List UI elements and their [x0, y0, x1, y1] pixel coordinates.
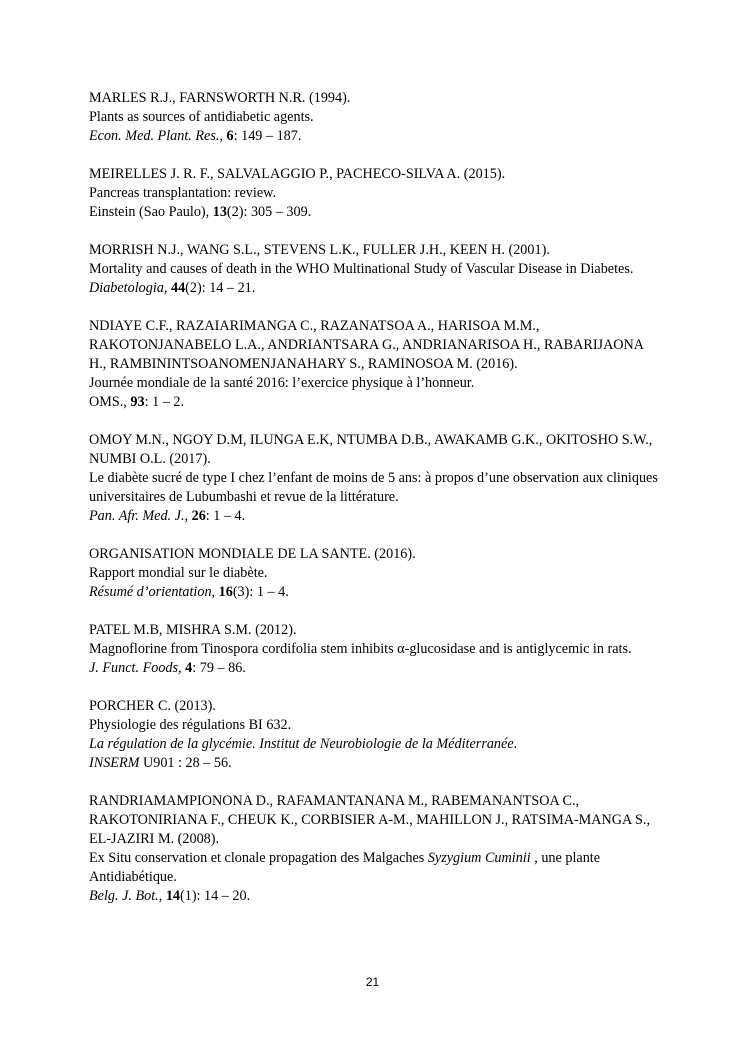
reference-source	[89, 279, 659, 298]
journal-volume: 44	[170, 280, 186, 296]
journal-separator: ,	[158, 888, 166, 904]
journal-volume: 14	[165, 888, 181, 904]
reference-title: Plants as sources of antidiabetic agents.	[89, 109, 314, 125]
reference-entry	[89, 317, 659, 412]
reference-list	[89, 89, 659, 925]
reference-entry	[89, 165, 659, 222]
reference-title: Journée mondiale de la santé 2016: l’exercice physique à l’honneur.	[89, 375, 475, 391]
journal-volume: 6	[226, 128, 234, 144]
reference-entry	[89, 697, 659, 773]
reference-authors: PATEL M.B, MISHRA S.M. (2012).	[89, 622, 297, 638]
journal-name: Résumé d’orientation,	[89, 584, 216, 600]
journal-pages: : 1 – 2.	[144, 394, 185, 410]
journal-pages: : 149 – 187.	[233, 128, 302, 144]
journal-volume: 4	[185, 660, 193, 676]
reference-title: Rapport mondial sur le diabète.	[89, 565, 268, 581]
reference-source	[89, 127, 659, 146]
reference-source	[89, 659, 659, 678]
reference-title: Physiologie des régulations BI 632.	[89, 717, 292, 733]
journal-name: Einstein (Sao Paulo),	[89, 204, 213, 220]
reference-authors: RANDRIAMAMPIONONA D., RAFAMANTANANA M., RABEMANANTSOA C., RAKOTONIRIANA F., CHEUK K., CORBISIER A-M., MAHILLON J., RATSIMA-MANGA S., EL-JAZIRI M. (2008).	[89, 793, 651, 847]
journal-volume: 26	[191, 508, 206, 524]
journal-name: Belg. J. Bot.	[89, 888, 159, 904]
reference-entry	[89, 621, 659, 678]
reference-title: Le diabète sucré de type I chez l’enfant de moins de 5 ans: à propos d’une observation aux cliniques universitaires de Lubumbashi et revue de la littérature.	[89, 470, 658, 505]
reference-source	[89, 583, 659, 602]
reference-entry	[89, 545, 659, 602]
journal-pages: (2): 14 – 21.	[185, 280, 256, 296]
reference-authors: NDIAYE C.F., RAZAIARIMANGA C., RAZANATSOA A., HARISOA M.M., RAKOTONJANABELO L.A., ANDRIANTSARA G., ANDRIANARISOA H., RABARIJAONA H., RAMBININTSOANOMENJANAHARY S., RAMINOSOA M. (2016).	[89, 318, 644, 372]
reference-entry	[89, 792, 659, 906]
journal-name: OMS.,	[89, 394, 131, 410]
reference-title: Magnoflorine from Tinospora cordifolia stem inhibits α-glucosidase and is antiglycemic in rats.	[89, 641, 632, 657]
journal-volume: 13	[212, 204, 227, 220]
journal-pages: (1): 14 – 20.	[180, 888, 251, 904]
reference-authors: MEIRELLES J. R. F., SALVALAGGIO P., PACHECO-SILVA A. (2015).	[89, 166, 506, 182]
reference-authors: OMOY M.N., NGOY D.M, ILUNGA E.K, NTUMBA D.B., AWAKAMB G.K., OKITOSHO S.W., NUMBI O.L. (2017).	[89, 432, 653, 467]
journal-volume: 93	[130, 394, 145, 410]
reference-authors: ORGANISATION MONDIALE DE LA SANTE. (2016).	[89, 546, 416, 562]
reference-title-start: Ex Situ conservation et clonale propagation des Malgaches	[89, 850, 428, 866]
reference-title-end: , une plante Antidiabétique.	[89, 850, 601, 885]
reference-source	[89, 887, 659, 906]
journal-name: INSERM	[89, 755, 140, 771]
page-number: 21	[365, 975, 380, 989]
reference-entry	[89, 89, 659, 146]
reference-authors: PORCHER C. (2013).	[89, 698, 216, 714]
reference-authors: MORRISH N.J., WANG S.L., STEVENS L.K., FULLER J.H., KEEN H. (2001).	[89, 242, 550, 258]
journal-pages: U901 : 28 – 56.	[139, 755, 232, 771]
reference-source	[89, 203, 659, 222]
journal-pages: (2): 305 – 309.	[226, 204, 312, 220]
reference-source	[89, 393, 659, 412]
journal-pages: : 1 – 4.	[205, 508, 246, 524]
journal-volume: 16	[218, 584, 233, 600]
reference-title: Mortality and causes of death in the WHO Multinational Study of Vascular Disease in Diabetes.	[89, 261, 634, 277]
journal-name: Pan. Afr. Med. J.,	[89, 508, 189, 524]
reference-entry	[89, 431, 659, 526]
species-name: Syzygium Cuminii	[427, 850, 531, 866]
journal-name: Econ. Med. Plant. Res.,	[89, 128, 223, 144]
reference-authors: MARLES R.J., FARNSWORTH N.R. (1994).	[89, 90, 351, 106]
journal-name: J. Funct. Foods	[89, 660, 179, 676]
reference-subtitle-end: .	[513, 736, 518, 752]
reference-source	[89, 507, 659, 526]
reference-subtitle-italic: La régulation de la glycémie. Institut de Neurobiologie de la Méditerranée	[89, 736, 514, 752]
journal-pages: (3): 1 – 4.	[232, 584, 289, 600]
reference-title: Pancreas transplantation: review.	[89, 185, 276, 201]
journal-name: Diabetologia,	[89, 280, 168, 296]
journal-separator: ,	[178, 660, 186, 676]
reference-subtitle	[89, 735, 659, 754]
journal-pages: : 79 – 86.	[192, 660, 246, 676]
reference-title	[89, 849, 659, 887]
reference-entry	[89, 241, 659, 298]
reference-source	[89, 754, 659, 773]
